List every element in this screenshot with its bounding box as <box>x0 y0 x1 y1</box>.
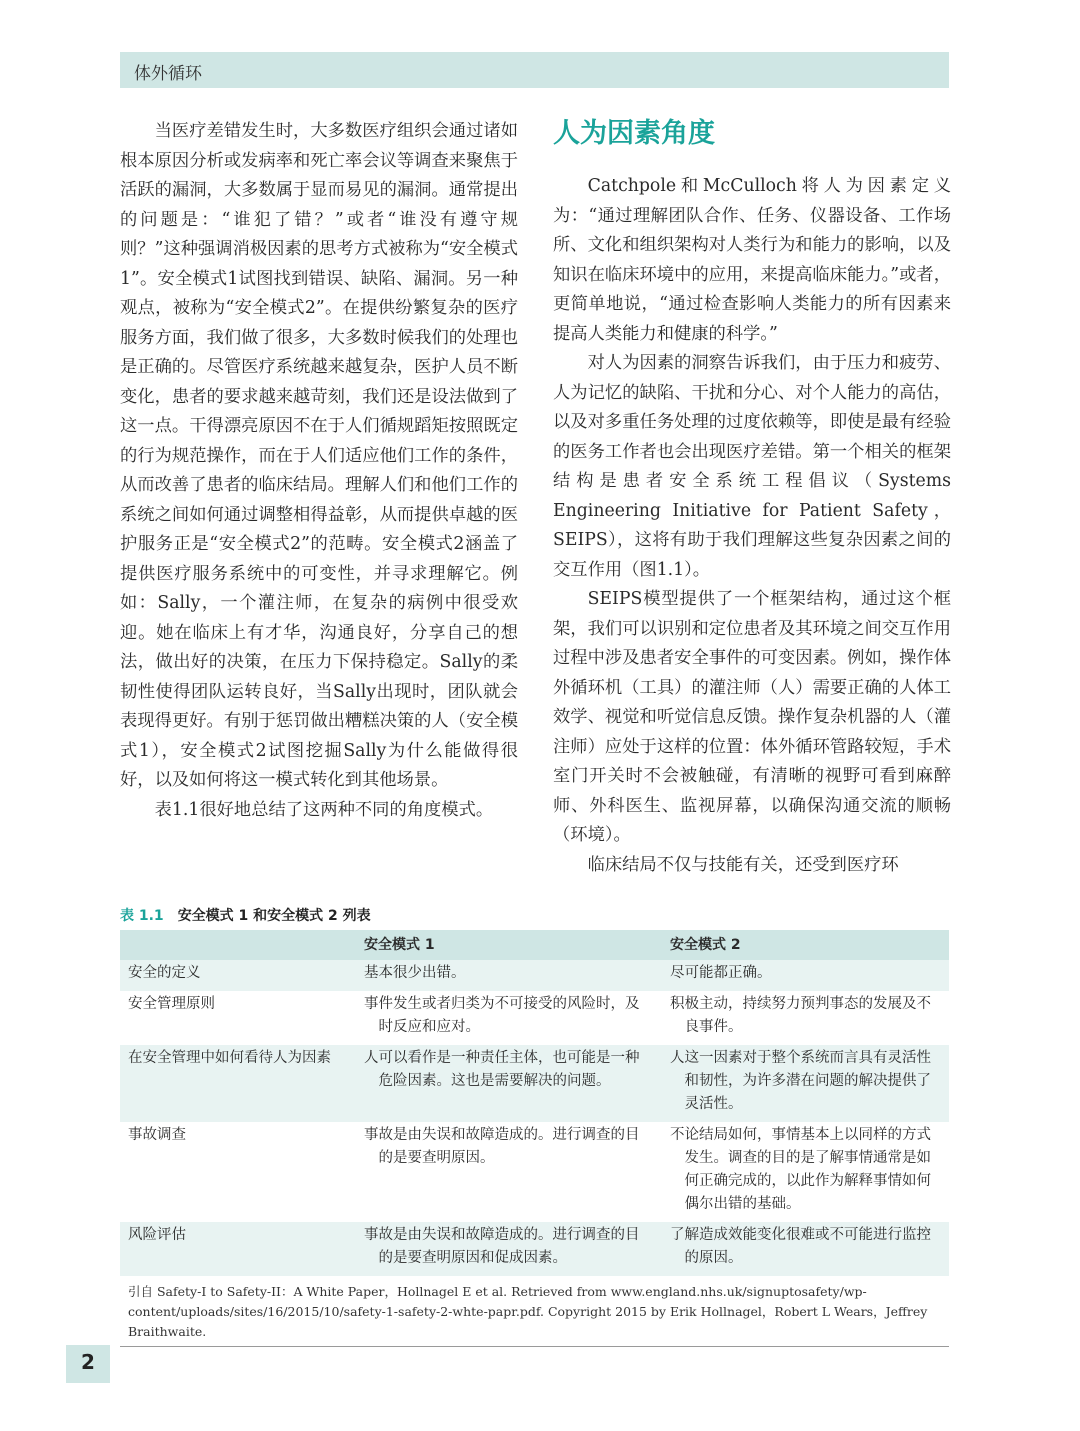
body-paragraph: 对人为因素的洞察告诉我们，由于压力和疲劳、人为记忆的缺陷、干扰和分心、对个人能力的高估，以及对多重任务处理的过度依赖等，即使是最有经验的医务工作者也会出现医疗差错。第一个相关的框架结构是患者安全系统工程倡议（Systems Engineering Initiative for Patient Safety，SEIPS），这将有助于我们理解这些复杂因素之间的交互作用（图1.1）。 <box>553 353 951 580</box>
page-number-box <box>66 1345 110 1383</box>
table-cell: 安全的定义 <box>128 965 201 981</box>
left-column <box>120 117 518 825</box>
safety-comparison-table <box>120 930 949 1276</box>
table-header-cell: 安全模式 2 <box>652 930 949 960</box>
table-cell: 在安全管理中如何看待人为因素 <box>128 1050 331 1066</box>
table-cell: 事故调查 <box>128 1127 186 1143</box>
table-title: 安全模式 1 和安全模式 2 列表 <box>177 908 371 924</box>
body-paragraph: 当医疗差错发生时，大多数医疗组织会通过诸如根本原因分析或发病率和死亡率会议等调查来聚焦于活跃的漏洞，大多数属于显而易见的漏洞。通常提出的问题是：“谁犯了错？”或者“谁没有遵守规则？”这种强调消极因素的思考方式被称为“安全模式1”。安全模式1试图找到错误、缺陷、漏洞。另一种观点，被称为“安全模式2”。在提供纷繁复杂的医疗服务方面，我们做了很多，大多数时候我们的处理也是正确的。尽管医疗系统越来越复杂，医护人员不断变化，患者的要求越来越苛刻，我们还是设法做到了这一点。干得漂亮原因不在于人们循规蹈矩按照既定的行为规范操作，而在于人们适应他们工作的条件，从而改善了患者的临床结局。理解人们和他们工作的系统之间如何通过调整相得益彰，从而提供卓越的医护服务正是“安全模式2”的范畴。安全模式2涵盖了提供医疗服务系统中的可变性，并寻求理解它。例如：Sally，一个灌注师，在复杂的病例中很受欢迎。她在临床上有才华，沟通良好，分享自己的想法，做出好的决策，在压力下保持稳定。Sally的柔韧性使得团队运转良好，当Sally出现时，团队就会表现得更好。有别于惩罚做出糟糕决策的人（安全模式1），安全模式2试图挖掘Sally为什么能做得很好，以及如何将这一模式转化到其他场景。 <box>120 121 518 790</box>
table-source-note: 引自 Safety-I to Safety-II：A White Paper，Hollnagel E et al. Retrieved from www.england.nhs.uk/signuptosafety/wp-content/uploads/sites/16/2015/10/safety-1-safety-2-whte-papr.pdf. Copyright 2015 by Erik Hollnagel，Robert L Wears，Jeffrey Braithwaite. <box>120 1282 949 1347</box>
section-heading: 人为因素角度 <box>553 118 715 149</box>
right-column <box>553 117 951 880</box>
table-row <box>120 1222 949 1276</box>
table-cell: 基本很少出错。 <box>364 965 466 981</box>
table-cell: 积极主动，持续努力预判事态的发展及不良事件。 <box>670 996 931 1035</box>
page-number: 2 <box>81 1350 95 1374</box>
table-header-cell <box>120 930 342 960</box>
body-paragraph: SEIPS模型提供了一个框架结构，通过这个框架，我们可以识别和定位患者及其环境之间交互作用过程中涉及患者安全事件的可变因素。例如，操作体外循环机（工具）的灌注师（人）需要正确的人体工效学、视觉和听觉信息反馈。操作复杂机器的人（灌注师）应处于这样的位置：体外循环管路较短，手术室门开关时不会被触碰，有清晰的视野可看到麻醉师、外科医生、监视屏幕，以确保沟通交流的顺畅（环境）。 <box>553 589 951 845</box>
table-header-row <box>120 930 949 960</box>
body-paragraph: 临床结局不仅与技能有关，还受到医疗环 <box>587 854 899 875</box>
table-cell: 人这一因素对于整个系统而言具有灵活性和韧性，为许多潜在问题的解决提供了灵活性。 <box>670 1050 931 1112</box>
table-cell: 风险评估 <box>128 1227 186 1243</box>
table-cell: 不论结局如何，事情基本上以同样的方式发生。调查的目的是了解事情通常是如何正确完成的，以此作为解释事情如何偶尔出错的基础。 <box>670 1127 931 1212</box>
table-cell: 事件发生或者归类为不可接受的风险时，及时反应和应对。 <box>364 996 640 1035</box>
table-number: 表 1.1 <box>120 908 164 924</box>
table-cell: 了解造成效能变化很难或不可能进行监控的原因。 <box>670 1227 931 1266</box>
table-row <box>120 1045 949 1122</box>
table-caption <box>120 905 371 925</box>
body-paragraph: 表1.1很好地总结了这两种不同的角度模式。 <box>154 799 494 820</box>
table-cell: 尽可能都正确。 <box>670 965 772 981</box>
table-cell: 人可以看作是一种责任主体，也可能是一种危险因素。这也是需要解决的问题。 <box>364 1050 640 1089</box>
table-row <box>120 1122 949 1222</box>
running-header-title: 体外循环 <box>134 64 202 84</box>
table-cell: 事故是由失误和故障造成的。进行调查的目的是要查明原因和促成因素。 <box>364 1227 640 1266</box>
table-row <box>120 960 949 991</box>
running-header <box>120 52 949 88</box>
table-row <box>120 991 949 1045</box>
body-paragraph: Catchpole和McCulloch将人为因素定义为：“通过理解团队合作、任务、仪器设备、工作场所、文化和组织架构对人类行为和能力的影响，以及知识在临床环境中的应用，来提高临床能力。”或者，更简单地说，“通过检查影响人类能力的所有因素来提高人类能力和健康的科学。” <box>553 176 951 344</box>
table-header-cell: 安全模式 1 <box>342 930 652 960</box>
table-cell: 安全管理原则 <box>128 996 215 1012</box>
table-cell: 事故是由失误和故障造成的。进行调查的目的是要查明原因。 <box>364 1127 640 1166</box>
